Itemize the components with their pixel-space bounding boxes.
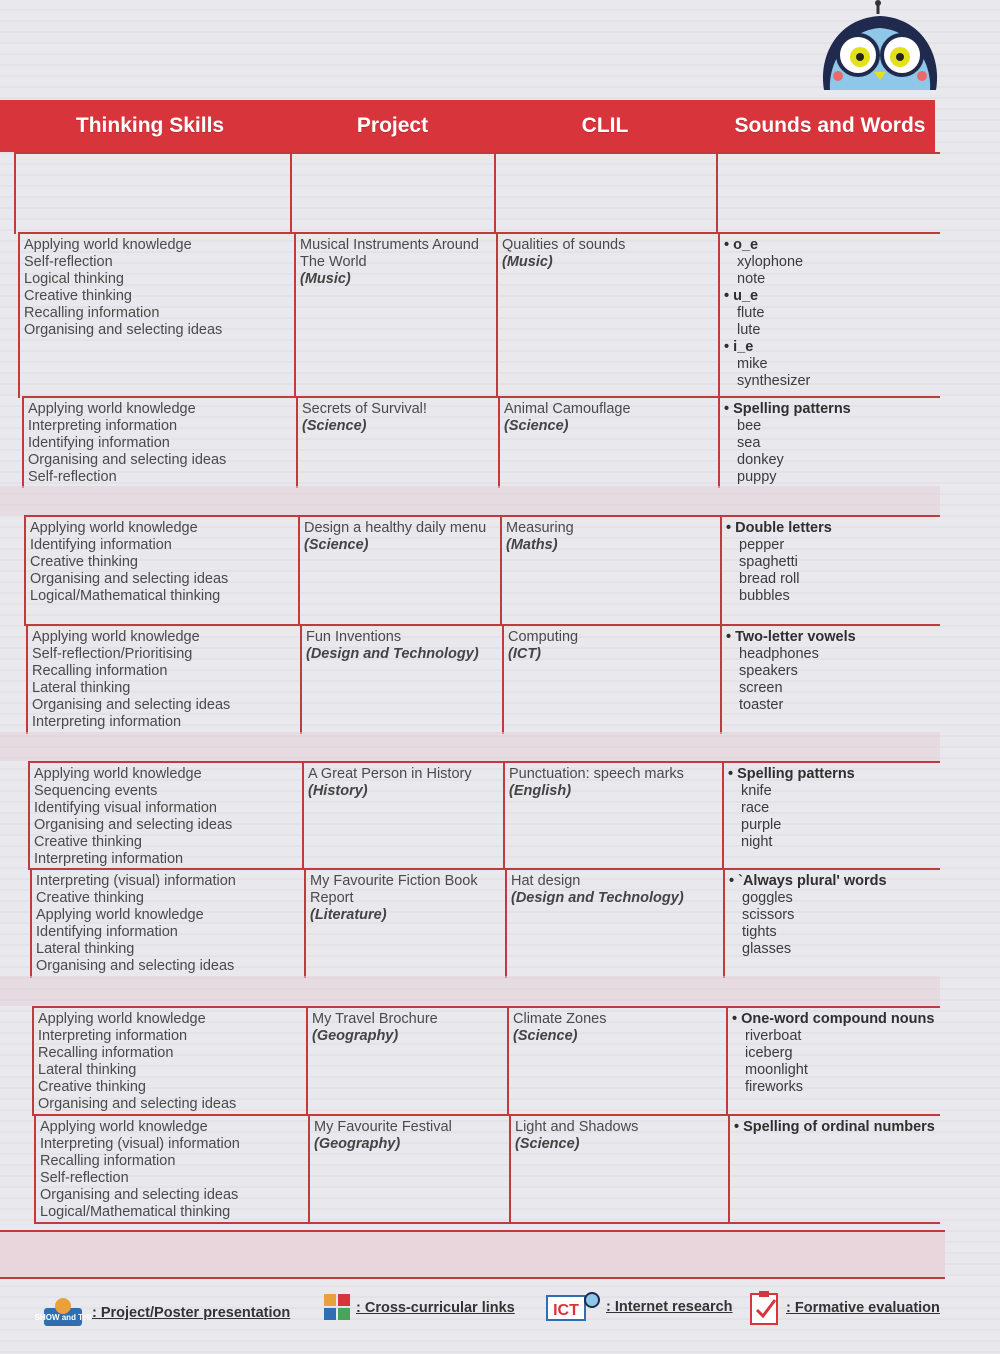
sound-pattern-label: Spelling patterns (733, 401, 851, 417)
clil-subject: (Music) (502, 254, 553, 270)
thinking-skill-item: Logical thinking (24, 271, 124, 287)
thinking-skill-item: Recalling information (24, 305, 160, 321)
legend-formative-text: : Formative evaluation (786, 1300, 940, 1316)
thinking-skill-item: Organising and selecting ideas (32, 697, 231, 713)
legend-cross-text: : Cross-curricular links (356, 1300, 515, 1316)
clil-subject: (ICT) (508, 646, 542, 662)
cell-clil (502, 626, 720, 734)
thinking-skill-item: Sequencing events (34, 783, 158, 799)
thinking-skill-item: Applying world knowledge (30, 520, 198, 536)
cell-clil (507, 1008, 726, 1116)
clipboard-check-icon (748, 1290, 782, 1326)
project-subject: (Science) (304, 537, 369, 553)
thinking-skill-item: Self-reflection (24, 254, 113, 270)
thinking-skill-item: Applying world knowledge (38, 1011, 206, 1027)
thinking-skill-item: Creative thinking (36, 890, 144, 906)
example-word: screen (739, 680, 783, 696)
cell-thinking-skills (28, 763, 302, 870)
cell-clil (498, 398, 718, 488)
example-word: moonlight (745, 1062, 808, 1078)
thinking-skill-item: Creative thinking (34, 834, 142, 850)
table-bottom-rule (34, 1222, 940, 1224)
project-title: Secrets of Survival! (302, 401, 427, 417)
thinking-skill-item: Organising and selecting ideas (34, 817, 233, 833)
legend-cross-curricular (322, 1292, 515, 1324)
sound-pattern-label: i_e (733, 339, 754, 355)
cell-thinking-skills (30, 870, 304, 978)
example-word: note (737, 271, 766, 287)
project-subject: (Music) (300, 271, 351, 287)
example-word: scissors (742, 907, 795, 923)
example-word: fireworks (745, 1079, 804, 1095)
thinking-skill-item: Lateral thinking (32, 680, 131, 696)
sound-pattern-heading (728, 766, 936, 783)
bullet-icon: • (732, 1011, 742, 1027)
thinking-skill-item: Organising and selecting ideas (38, 1096, 237, 1112)
thinking-skill-item: Organising and selecting ideas (30, 571, 229, 587)
project-title: Musical Instruments Around (300, 237, 479, 253)
thinking-skill-item: Applying world knowledge (24, 237, 192, 253)
footer-band (0, 1230, 945, 1279)
thinking-skill-item: Recalling information (38, 1045, 174, 1061)
sound-pattern-label: Double letters (735, 520, 832, 536)
unit-separator-band (0, 976, 940, 1006)
table-row (32, 1006, 940, 1116)
thinking-skill-item: Logical/Mathematical thinking (30, 588, 221, 604)
bullet-icon: • (726, 629, 736, 645)
clil-subject: (English) (509, 783, 572, 799)
unit-separator-band (0, 486, 940, 515)
thinking-skill-item: Identifying visual information (34, 800, 217, 816)
table-row (18, 232, 940, 398)
sound-pattern-heading (724, 288, 936, 305)
example-word: spaghetti (739, 554, 798, 570)
sound-pattern-heading (732, 1011, 936, 1028)
sound-pattern-heading (724, 401, 936, 418)
legend-formative (748, 1290, 940, 1326)
example-word: pepper (739, 537, 785, 553)
example-word: puppy (737, 469, 777, 485)
sound-pattern-label: `Always plural' words (738, 873, 887, 889)
show-and-tell-icon (34, 1296, 92, 1330)
sound-pattern-label: One-word compound nouns (741, 1011, 935, 1027)
ict-icon (546, 1290, 602, 1324)
example-word: lute (737, 322, 761, 338)
thinking-skill-item: Interpreting information (32, 714, 182, 730)
sound-pattern-label: o_e (733, 237, 759, 253)
example-word: flute (737, 305, 765, 321)
sound-pattern-heading (726, 629, 936, 646)
project-subject: (Literature) (310, 907, 387, 923)
thinking-skill-item: Interpreting information (34, 851, 184, 867)
project-title: Fun Inventions (306, 629, 402, 645)
clil-topic: Computing (508, 629, 579, 645)
thinking-skill-item: Self-reflection/Prioritising (32, 646, 193, 662)
cell-thinking-skills (32, 1008, 306, 1116)
clil-subject: (Maths) (506, 537, 558, 553)
table-row (30, 868, 940, 978)
sound-pattern-heading (729, 873, 936, 890)
svg-text:ICT: ICT (553, 1302, 579, 1319)
clil-subject: (Science) (515, 1136, 580, 1152)
cell-sounds-words (720, 517, 940, 626)
cell-sounds-words (723, 870, 940, 978)
example-word: race (741, 800, 770, 816)
cross-curricular-icon (322, 1292, 352, 1324)
cell-thinking-skills (14, 154, 290, 234)
clil-subject: (Science) (504, 418, 569, 434)
thinking-skill-item: Creative thinking (24, 288, 132, 304)
thinking-skill-item: Lateral thinking (36, 941, 135, 957)
sound-pattern-label: Spelling patterns (737, 766, 855, 782)
sound-pattern-label: Two-letter vowels (735, 629, 856, 645)
cell-sounds-words (720, 626, 940, 734)
cell-clil (503, 763, 722, 870)
table-row (26, 624, 940, 734)
cell-clil (496, 234, 718, 398)
cell-clil (500, 517, 720, 626)
example-word: speakers (739, 663, 798, 679)
sound-pattern-heading (724, 237, 936, 254)
cell-sounds-words (716, 154, 940, 234)
sound-pattern-label: Spelling of ordinal numbers (743, 1119, 935, 1135)
thinking-skill-item: Interpreting information (28, 418, 178, 434)
owl-mascot-icon (818, 0, 942, 96)
legend-ict (546, 1290, 733, 1324)
bullet-icon: • (734, 1119, 744, 1135)
thinking-skill-item: Creative thinking (30, 554, 138, 570)
clil-topic: Light and Shadows (515, 1119, 639, 1135)
clil-topic: Hat design (511, 873, 581, 889)
example-word: synthesizer (737, 373, 811, 389)
thinking-skill-item: Applying world knowledge (36, 907, 204, 923)
header-project: Project (356, 114, 429, 137)
thinking-skill-item: Creative thinking (38, 1079, 146, 1095)
example-word: xylophone (737, 254, 804, 270)
thinking-skill-item: Organising and selecting ideas (24, 322, 223, 338)
thinking-skill-item: Recalling information (40, 1153, 176, 1169)
legend-show-tell (34, 1296, 291, 1330)
thinking-skill-item: Applying world knowledge (34, 766, 202, 782)
thinking-skill-item: Applying world knowledge (32, 629, 200, 645)
thinking-skill-item: Interpreting (visual) information (40, 1136, 240, 1152)
table-header (0, 100, 935, 152)
project-title: My Favourite Festival (314, 1119, 452, 1135)
cell-clil (505, 870, 723, 978)
thinking-skill-item: Self-reflection (40, 1170, 129, 1186)
example-word: goggles (742, 890, 793, 906)
thinking-skill-item: Applying world knowledge (40, 1119, 208, 1135)
example-word: iceberg (745, 1045, 793, 1061)
cell-sounds-words (718, 234, 940, 398)
example-word: riverboat (745, 1028, 802, 1044)
thinking-skill-item: Lateral thinking (38, 1062, 137, 1078)
cell-project (308, 1116, 509, 1224)
clil-subject: (Science) (513, 1028, 578, 1044)
project-title: My Favourite Fiction Book (310, 873, 478, 889)
svg-text:SHOW and Tell: SHOW and Tell (34, 1313, 92, 1322)
thinking-skill-item: Logical/Mathematical thinking (40, 1204, 231, 1220)
cell-sounds-words (722, 763, 940, 870)
cell-thinking-skills (24, 517, 298, 626)
legend-show-tell-text: : Project/Poster presentation (92, 1305, 291, 1321)
table-row (28, 761, 940, 870)
project-subject: (Geography) (314, 1136, 401, 1152)
example-word: bee (737, 418, 762, 434)
cell-thinking-skills (34, 1116, 308, 1224)
cell-project (302, 763, 503, 870)
example-word: tights (742, 924, 777, 940)
project-title: Report (310, 890, 354, 906)
bullet-icon: • (724, 288, 734, 304)
bullet-icon: • (726, 520, 736, 536)
project-title: The World (300, 254, 367, 270)
example-word: sea (737, 435, 761, 451)
project-subject: (Science) (302, 418, 367, 434)
bullet-icon: • (729, 873, 739, 889)
cell-clil (494, 154, 716, 234)
clil-topic: Measuring (506, 520, 574, 536)
table-row (34, 1114, 940, 1224)
project-subject: (Design and Technology) (306, 646, 479, 662)
thinking-skill-item: Organising and selecting ideas (40, 1187, 239, 1203)
cell-project (296, 398, 498, 488)
cell-project (298, 517, 500, 626)
thinking-skill-item: Identifying information (30, 537, 172, 553)
cell-thinking-skills (26, 626, 300, 734)
example-word: headphones (739, 646, 819, 662)
example-word: donkey (737, 452, 784, 468)
header-thinking-skills: Thinking Skills (75, 114, 225, 137)
project-title: Design a healthy daily menu (304, 520, 487, 536)
unit-separator-band (0, 732, 940, 761)
example-word: toaster (739, 697, 784, 713)
cell-thinking-skills (22, 398, 296, 488)
bullet-icon: • (724, 339, 734, 355)
example-word: knife (741, 783, 772, 799)
project-title: My Travel Brochure (312, 1011, 438, 1027)
legend-ict-text: : Internet research (606, 1299, 733, 1315)
bullet-icon: • (724, 237, 734, 253)
table-row (14, 152, 940, 234)
clil-topic: Qualities of sounds (502, 237, 626, 253)
thinking-skill-item: Self-reflection (28, 469, 117, 485)
example-word: night (741, 834, 773, 850)
thinking-skill-item: Recalling information (32, 663, 168, 679)
cell-sounds-words (728, 1116, 940, 1224)
example-word: glasses (742, 941, 792, 957)
cell-project (300, 626, 502, 734)
thinking-skill-item: Organising and selecting ideas (28, 452, 227, 468)
clil-topic: Climate Zones (513, 1011, 607, 1027)
cell-thinking-skills (18, 234, 294, 398)
header-sounds-words: Sounds and Words (734, 114, 926, 137)
project-title: A Great Person in History (308, 766, 472, 782)
cell-clil (509, 1116, 728, 1224)
thinking-skill-item: Interpreting information (38, 1028, 188, 1044)
example-word: bubbles (739, 588, 790, 604)
table-row (22, 396, 940, 488)
sound-pattern-heading (724, 339, 936, 356)
cell-sounds-words (726, 1008, 940, 1116)
bullet-icon: • (724, 401, 734, 417)
thinking-skill-item: Organising and selecting ideas (36, 958, 235, 974)
sound-pattern-heading (726, 520, 936, 537)
project-subject: (History) (308, 783, 368, 799)
example-word: purple (741, 817, 782, 833)
cell-sounds-words (718, 398, 940, 488)
sound-pattern-heading (734, 1119, 936, 1136)
header-clil: CLIL (581, 114, 629, 137)
thinking-skill-item: Interpreting (visual) information (36, 873, 236, 889)
thinking-skill-item: Identifying information (28, 435, 170, 451)
example-word: bread roll (739, 571, 800, 587)
clil-topic: Punctuation: speech marks (509, 766, 684, 782)
table-row (24, 515, 940, 626)
sound-pattern-label: u_e (733, 288, 759, 304)
thinking-skill-item: Identifying information (36, 924, 178, 940)
cell-project (304, 870, 505, 978)
thinking-skill-item: Applying world knowledge (28, 401, 196, 417)
cell-project (290, 154, 494, 234)
clil-subject: (Design and Technology) (511, 890, 684, 906)
clil-topic: Animal Camouflage (504, 401, 631, 417)
cell-project (294, 234, 496, 398)
bullet-icon: • (728, 766, 738, 782)
project-subject: (Geography) (312, 1028, 399, 1044)
cell-project (306, 1008, 507, 1116)
example-word: mike (737, 356, 768, 372)
